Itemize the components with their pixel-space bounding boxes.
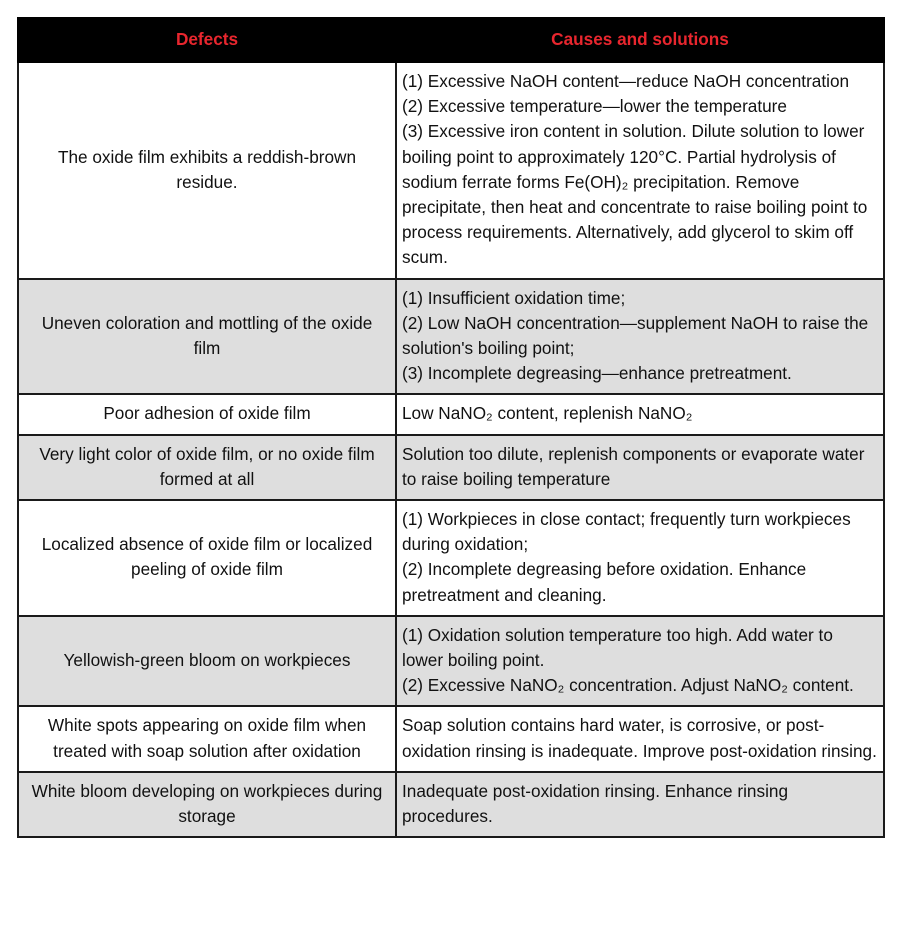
table-body xyxy=(18,62,884,837)
solution-line: (1) Insufficient oxidation time; xyxy=(402,287,626,308)
solution-line: (3) Incomplete degreasing—enhance pretreatment. xyxy=(402,363,792,384)
header-row xyxy=(18,18,884,62)
solution-line: (1) Excessive NaOH content—reduce NaOH concentration xyxy=(402,71,850,91)
solution-line: (2) Incomplete degreasing before oxidation. Enhance pretreatment and cleaning. xyxy=(402,559,807,605)
defect-cell: Poor adhesion of oxide film xyxy=(18,394,396,434)
defect-cell: Uneven coloration and mottling of the oxide film xyxy=(18,279,396,395)
defect-cell: Localized absence of oxide film or localized peeling of oxide film xyxy=(18,500,396,616)
solution-line: (2) Excessive NaNO₂ concentration. Adjust NaNO₂ content. xyxy=(402,675,854,696)
table-header xyxy=(18,18,884,62)
table-row xyxy=(18,616,884,707)
solution-line: (2) Excessive temperature—lower the temperature xyxy=(402,96,787,117)
solution-cell xyxy=(396,500,884,616)
solution-cell xyxy=(396,772,884,837)
solution-cell xyxy=(396,62,884,279)
solution-line: (2) Low NaOH concentration—supplement NaOH to raise the solution's boiling point; xyxy=(402,312,869,359)
header-causes-and-solutions: Causes and solutions xyxy=(396,18,884,62)
solution-line: (3) Excessive iron content in solution. Dilute solution to lower boiling point to approximately 120°C. Partial hydrolysis of sodium ferrate forms Fe(OH)₂ precipitation. Remove precipitate, then heat and concentrate to raise boiling point to process requirements. Alternatively, add glycerol to skim off scum. xyxy=(402,121,868,268)
header-defects: Defects xyxy=(18,18,396,62)
table-row xyxy=(18,706,884,771)
table-row xyxy=(18,62,884,279)
solution-line: Low NaNO₂ content, replenish NaNO₂ xyxy=(402,403,693,424)
solution-cell xyxy=(396,279,884,395)
table-row xyxy=(18,279,884,395)
defect-cell: The oxide film exhibits a reddish-brown residue. xyxy=(18,62,396,279)
solution-cell xyxy=(396,435,884,500)
solution-line: (1) Oxidation solution temperature too high. Add water to lower boiling point. xyxy=(402,624,833,671)
defect-cell: White spots appearing on oxide film when treated with soap solution after oxidation xyxy=(18,706,396,771)
solution-line: (1) Workpieces in close contact; frequently turn workpieces during oxidation; xyxy=(402,509,851,555)
table-row xyxy=(18,394,884,434)
table-row xyxy=(18,500,884,616)
solution-cell xyxy=(396,616,884,707)
defects-table xyxy=(17,17,885,838)
defect-cell: Yellowish-green bloom on workpieces xyxy=(18,616,396,707)
defect-cell: White bloom developing on workpieces during storage xyxy=(18,772,396,837)
solution-line: Solution too dilute, replenish components or evaporate water to raise boiling temperature xyxy=(402,443,865,489)
solution-cell xyxy=(396,394,884,434)
solution-cell xyxy=(396,706,884,771)
defect-cell: Very light color of oxide film, or no oxide film formed at all xyxy=(18,435,396,500)
solution-line: Soap solution contains hard water, is corrosive, or post-oxidation rinsing is inadequate. Improve post-oxidation rinsing. xyxy=(402,715,877,761)
table-row xyxy=(18,772,884,837)
solution-line: Inadequate post-oxidation rinsing. Enhance rinsing procedures. xyxy=(402,780,789,827)
table-row xyxy=(18,435,884,500)
